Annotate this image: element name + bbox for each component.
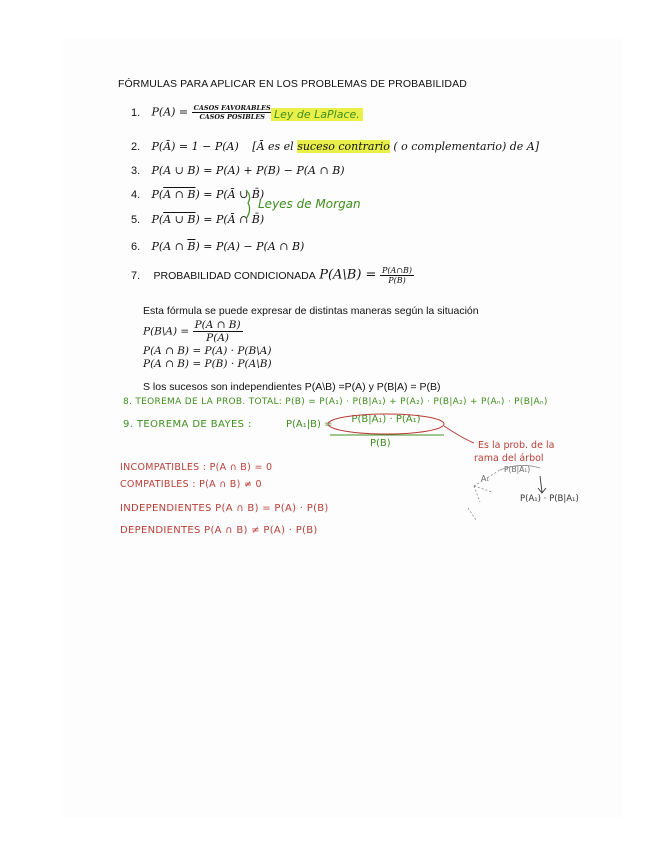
formula-post: ) = P(Ā ∪ B̄) <box>195 188 265 201</box>
bayes-denominator: P(B) <box>370 438 391 449</box>
fraction-numerator: P(A∩B) <box>381 266 412 275</box>
morgan-note: Leyes de Morgan <box>258 197 361 211</box>
page-title: FÓRMULAS PARA APLICAR EN LOS PROBLEMAS DE PROBABILIDAD <box>118 78 467 90</box>
formula-number: 3. <box>131 165 141 177</box>
bayes-arrow <box>444 426 474 443</box>
formula-lhs: P(A\B) = <box>319 267 377 283</box>
tree-note-line-1: Es la prob. de la <box>478 440 555 451</box>
formula-number: 1. <box>131 106 141 119</box>
tree-result: P(A₁) · P(B|A₁) <box>520 494 579 504</box>
conditional-label: PROBABILIDAD CONDICIONADA <box>153 269 316 282</box>
bayes-label: 9. TEOREMA DE BAYES : <box>123 419 252 430</box>
independence-statement: S los sucesos son independientes P(A\B) =P(A) y P(B|A) = P(B) <box>143 381 441 393</box>
tree-branch <box>500 465 540 470</box>
dependientes-note: DEPENDIENTES P(A ∩ B) ≠ P(A) · P(B) <box>120 525 318 536</box>
formula-post: ) = P(A) − P(A ∩ B) <box>195 240 305 253</box>
compatibles-note: COMPATIBLES : P(A ∩ B) ≠ 0 <box>120 479 262 490</box>
formula-lhs: P(B\A) = <box>143 325 190 338</box>
fraction-numerator: P(A ∩ B) <box>194 319 241 331</box>
formula-pre: P(A ∩ <box>151 240 188 253</box>
tree-sketch <box>468 470 500 520</box>
fraction-denominator: P(B) <box>388 276 406 285</box>
independientes-note: INDEPENDIENTES P(A ∩ B) = P(A) · P(B) <box>120 503 329 514</box>
formula-note-post: ( o complementario) de A] <box>389 140 540 153</box>
total-probability-theorem: 8. TEOREMA DE LA PROB. TOTAL: P(B) = P(A₁) · P(B|A₁) + P(A₂) · P(B|A₂) + P(Aₙ) · P(B|Aₙ) <box>123 397 548 407</box>
conditional-line-2: P(A ∩ B) = P(A) · P(B\A) <box>143 345 272 357</box>
tree-result-arrow <box>538 476 546 493</box>
bayes-numerator: P(B|A₁) · P(A₁) <box>351 414 421 425</box>
tree-node-a1: A₁ <box>481 474 490 483</box>
formula-overline: A ∩ B <box>163 188 196 201</box>
conditional-line-3: P(A ∩ B) = P(B) · P(A\B) <box>143 358 272 370</box>
formula-number: 6. <box>131 241 141 253</box>
bayes-circle <box>328 414 444 434</box>
incompatibles-note: INCOMPATIBLES : P(A ∩ B) = 0 <box>120 462 273 473</box>
formula-post: ) = P(Ā ∩ B̄) <box>195 213 265 226</box>
formula-pre: P( <box>151 213 164 226</box>
conditional-intro: Esta fórmula se puede expresar de distintas maneras según la situación <box>143 305 479 317</box>
formula-number: 4. <box>131 189 141 201</box>
laplace-note: Ley de LaPlace. <box>271 108 363 121</box>
fraction-denominator: CASOS POSIBLES <box>199 113 265 121</box>
morgan-brace <box>246 190 250 219</box>
suceso-contrario-highlight: suceso contrario <box>297 140 390 153</box>
tree-note-line-2: rama del árbol <box>474 453 544 464</box>
formula-pre: P( <box>151 188 164 201</box>
formula-number: 5. <box>131 214 141 226</box>
tree-top-label: P(B|A₁) <box>504 465 531 474</box>
formula-overline: $\overline{B}$ <box>187 240 196 253</box>
formula-overline: A ∪ B <box>163 213 196 226</box>
formula-note-pre: [Ā es el <box>252 140 298 153</box>
bayes-lhs: P(A₁|B) = <box>286 419 333 430</box>
formula-text: P(Ā) = 1 − P(A) <box>151 140 239 153</box>
formula-number: 7. <box>131 269 141 282</box>
formula-lhs: P(A) = <box>151 105 189 119</box>
formula-text: P(A ∪ B) = P(A) + P(B) − P(A ∩ B) <box>151 164 345 177</box>
fraction-denominator: P(A) <box>206 332 230 344</box>
fraction-numerator: CASOS FAVORABLES <box>193 104 271 112</box>
formula-number: 2. <box>131 141 141 153</box>
